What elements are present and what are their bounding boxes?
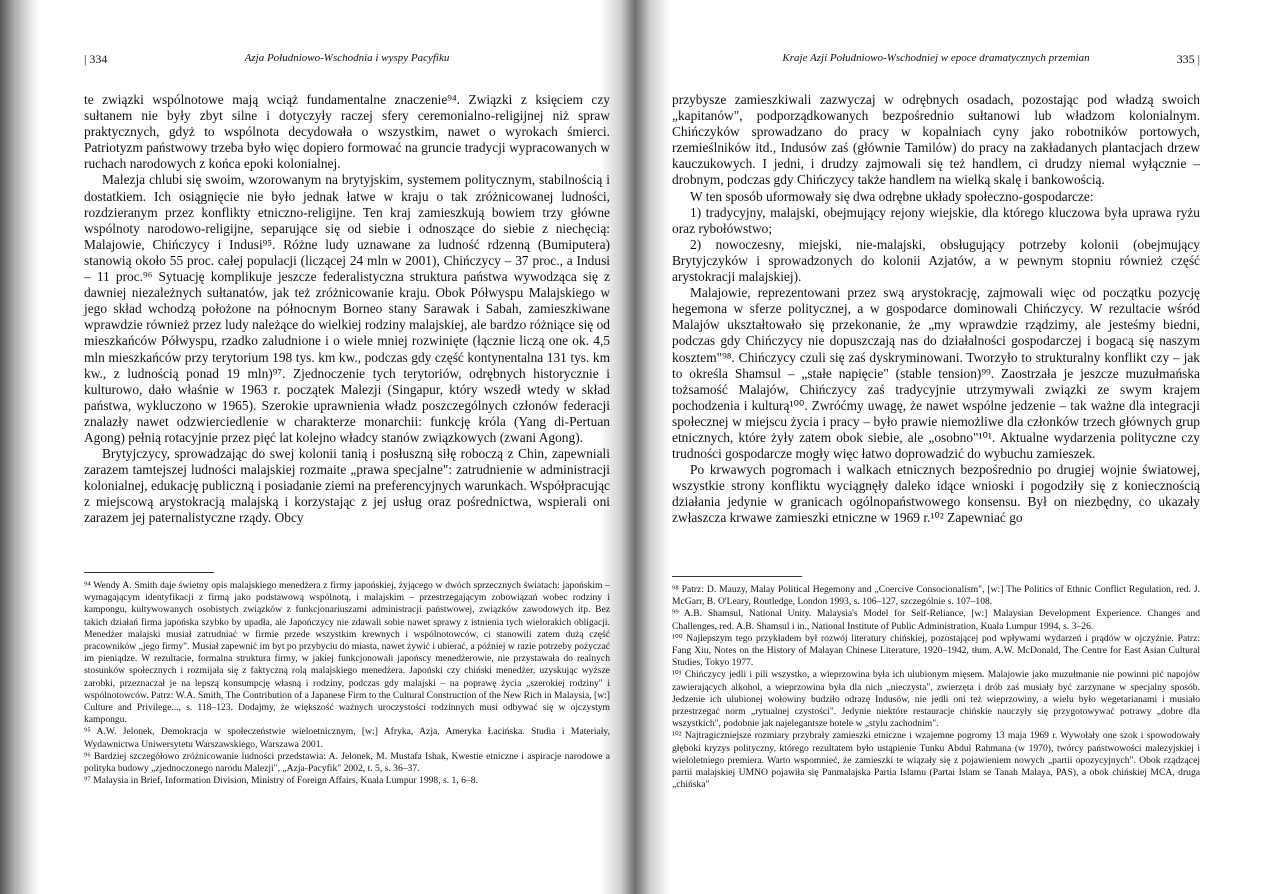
book-gutter-shadow <box>600 0 670 894</box>
book-spine-shadow <box>0 0 40 894</box>
left-paragraph: Brytyjczycy, sprowadzając do swej kolonii tanią i posłuszną siłę roboczą z Chin, zapewniali zarazem tamtejszej ludności malajskiej rozmaite „prawa specjalne": zatrudnienie w administracji kolonialnej, edukację publiczną i posiadanie ziemi na preferencyjnych warunkach. Współpracując z miejscową arystokracją malajską i korzystając z jej usług oraz pośrednictwa, wspierali oni zarazem jej paternalistyczne rządy. Obcy <box>84 446 610 526</box>
right-running-title: Kraje Azji Południowo-Wschodniej w epoce dramatycznych przemian <box>782 52 1090 64</box>
footnote: ⁹⁶ Bardziej szczegółowo zróżnicowanie ludności przedstawia: A. Jelonek, M. Mustafa Ishak, Kwestie etniczne i aspiracje narodowe a polityka budowy „zjednoczonego narodu Malezji", „Azja-Pacyfik" 2002, t. 5, s. 36–37. <box>84 750 610 775</box>
right-body-text <box>672 92 1200 527</box>
left-paragraph: Malezja chlubi się swoim, wzorowanym na brytyjskim, systemem politycznym, stabilnością i dostatkiem. Ich osiągnięcie nie było jednak łatwe w kraju o tak zróżnicowanej ludności, rozdzieranym przez konflikty etniczno-religijne. Ten kraj zamieszkują bowiem trzy główne wspólnoty narodowo-religijne, separujące się od siebie i odnoszące do siebie z niechęcią: Malajowie, Chińczycy i Indusi⁹⁵. Różne ludy uznawane za ludność rdzenną (Bumiputera) stanowią około 55 proc. całej populacji (liczącej 24 mln w 2001), Chińczycy – 37 proc., a Indusi – 11 proc.⁹⁶ Sytuację komplikuje jeszcze federalistyczna struktura państwa wywodząca się z dawniej niezależnych sułtanatów, jak też zróżnicowanie kraju. Obok Półwyspu Malajskiego w jego skład wchodzą położone na północnym Borneo stany Sarawak i Sabah, zamieszkiwane wprawdzie również przez ludy należące do wielkiej rodziny malajskiej, ale bardzo różniące się od mieszkańców Półwyspu, rzadko zaludnione i o wiele mniej rozwinięte (łącznie liczą one ok. 4,5 mln mieszkańców przy terytorium 198 tys. km kw., podczas gdy część kontynentalna 131 tys. km kw., z ludnością ponad 19 mln)⁹⁷. Zjednoczenie tych terytoriów, odrębnych historycznie i kulturowo, dało właśnie w 1963 r. początek Malezji (Singapur, który wszedł wtedy w skład państwa, wykluczono w 1965). Szerokie uprawnienia władz poszczególnych członów federacji znalazły nawet odzwierciedlenie w charakterze monarchii: funkcję króla (Yang di-Pertuan Agong) pełnią rotacyjnie przez pięć lat kolejno władcy stanów związkowych (zwani Agong). <box>84 172 610 445</box>
right-paragraph: przybysze zamieszkiwali zazwyczaj w odrębnych osadach, pozostając pod władzą swoich „kapitanów", podporządkowanych bezpośrednio sułtanowi lub władzom kolonialnym. Chińczyków sprowadzano do pracy w kopalniach cyny jako robotników portowych, rzemieślników itd., Indusów zaś (głównie Tamilów) do pracy na zakładanych plantacjach drzew kauczukowych. I jedni, i drudzy zajmowali się też handlem, ci drudzy niemal wyłącznie – drobnym, podczas gdy Chińczycy także handlem na wielką skalę i bankowością. <box>672 92 1200 188</box>
right-footnote-rule <box>672 576 802 577</box>
footnote: ¹⁰¹ Chińczycy jedli i pili wszystko, a wieprzowina była ich ulubionym mięsem. Malajowie jako muzułmanie nie powinni pić napojów zawierających alkohol, a wieprzowina była dla nich „nieczysta", zwierzęta i drób zaś musiały być zarzynane w specjalny sposób. Jedzenie ich ulubionej wołowiny budziło odrazę Indusów, nie jedli oni też wieprzowiny, a wielu było wegetarianami i musiało przestrzegać norm „rytualnej czystości". Jedynie niektóre restauracje chińskie nauczyły się przygotowywać potrawy „dobre dla wszystkich", podobnie jak najelegantsze hotele w „stylu zachodnim". <box>672 669 1200 730</box>
right-running-head <box>672 52 1200 68</box>
right-page <box>672 0 1200 894</box>
footnote: ⁹⁸ Patrz: D. Mauzy, Malay Political Hegemony and „Coercive Consocionalism", [w:] The Politics of Ethnic Conflict Regulation, red. J. McGarr, B. O'Leary, Routledge, London 1993, s. 106–127, szczególnie s. 107–108. <box>672 584 1200 608</box>
left-footnote-rule <box>84 572 214 573</box>
right-page-number: 335 | <box>1176 52 1200 66</box>
left-page <box>84 0 610 894</box>
left-paragraph: te związki wspólnotowe mają wciąż fundamentalne znaczenie⁹⁴. Związki z księciem czy sułtanem nie były zbyt silne i dotyczyły raczej sfery ceremonialno-religijnej niż spraw praktycznych, gdyż to wspólnota decydowała o wszystkim, nawet o wyrokach śmierci. Patriotyzm państwowy trzeba było więc dopiero formować na gruncie tradycji wypracowanych w ruchach narodowych z końca epoki kolonialnej. <box>84 92 610 172</box>
right-paragraph: Malajowie, reprezentowani przez swą arystokrację, zajmowali więc od początku pozycję hegemona w sferze politycznej, a w gospodarce dominowali Chińczycy. W rezultacie wśród Malajów ukształtowało się przekonanie, że „my wprawdzie rządzimy, ale jesteśmy biedni, podczas gdy Chińczycy nie dopuszczają nas do działalności gospodarczej i bogacą się naszym kosztem"⁹⁸. Chińczycy czuli się zaś dyskryminowani. Tworzyło to strukturalny konflikt czy – jak to określa Shamsul – „stałe napięcie" (stable tension)⁹⁹. Zaostrzała je jeszcze muzułmańska tożsamość Malajów, Chińczycy zaś tradycyjnie utrzymywali związki ze swym krajem pochodzenia i kulturą¹⁰⁰. Zwróćmy uwagę, że nawet wspólne jedzenie – tak ważne dla integracji społecznej w miejscu życia i pracy – było prawie niemożliwe dla członków trzech głównych grup etnicznych, które żyły zatem obok siebie, ale „osobno"¹⁰¹. Aktualne wydarzenia polityczne czy trudności gospodarcze mogły więc łatwo doprowadzić do wybuchu zamieszek. <box>672 285 1200 462</box>
footnote: ⁹⁹ A.B. Shamsul, National Unity. Malaysia's Model for Self-Reliance, [w:] Malaysian Development Experience. Changes and Challenges, red. A.B. Shamsul i in., National Institute of Public Administration, Kuala Lumpur 1994, s. 3–26. <box>672 608 1200 632</box>
right-footnotes <box>672 584 1200 791</box>
left-running-head <box>84 52 610 68</box>
footnote: ⁹⁵ A.W. Jelonek, Demokracja w społeczeństwie wieloetnicznym, [w:] Afryka, Azja, Ameryka Łacińska. Studia i Materiały, Wydawnictwa Uniwersytetu Warszawskiego, Warszawa 2001. <box>84 726 610 750</box>
left-footnotes <box>84 580 610 787</box>
left-running-title: Azja Południowo-Wschodnia i wyspy Pacyfiku <box>244 52 450 64</box>
right-paragraph: 2) nowoczesny, miejski, nie-malajski, obsługujący potrzeby kolonii (obejmujący Brytyjczyków i sprowadzonych do kolonii Azjatów, a w pewnym stopniu również część arystokracji malajskiej). <box>672 236 1200 285</box>
footnote: ⁹⁷ Malaysia in Brief, Information Division, Ministry of Foreign Affairs, Kuala Lumpur 1998, s. 1, 6–8. <box>84 775 478 787</box>
footnote: ¹⁰⁰ Najlepszym tego przykładem był rozwój literatury chińskiej, pozostającej pod wpływami wydarzeń i prądów w ojczyźnie. Patrz: Fang Xiu, Notes on the History of Malayan Chinese Literature, 1920–1942, tłum. A.W. McDonald, The Centre for East Asian Cultural Studies, Tokyo 1977. <box>672 632 1200 669</box>
right-paragraph: Po krwawych pogromach i walkach etnicznych bezpośrednio po drugiej wojnie światowej, wszystkie strony konfliktu wyciągnęły daleko idące wnioski i pogodziły się z koniecznością działania jedynie w granicach ogólnopaństwowego konsensu. Był on niezbędny, co ukazały zwłaszcza krwawe zamieszki etniczne w 1969 r.¹⁰² Zapewniać go <box>672 462 1200 526</box>
right-paragraph: 1) tradycyjny, malajski, obejmujący rejony wiejskie, dla którego kluczowa była uprawa ryżu oraz rybołówstwo; <box>672 204 1200 236</box>
left-page-number: | 334 <box>84 52 108 66</box>
footnote: ⁹⁴ Wendy A. Smith daje świetny opis malajskiego menedżera z firmy japońskiej, żyjącego w dwóch sprzecznych światach: japońskim – wymagającym identyfikacji z firmą jako podstawową wspólnotą, i malajskim – przestrzegającym zobowiązań wobec rodziny i kampongu, kultywowanych osobistych związków z funkcjonariuszami administracji państwowej, związków zawodowych itp. Bez takich działań firma japońska szybko by upadła, ale Japończycy nie zdawali sobie nawet sprawy z istnienia tych wielorakich obligacji. Menedżer malajski musiał zatrudniać w firmie przede wszystkim krewnych i wspólnotowców, ci stanowili zatem dużą część pracowników „jego firmy". Musiał zapewnić im byt po przybyciu do miasta, nawet żywić i ubierać, a później w razie potrzeby pożyczać im pieniądze. W rezultacie, formalna struktura firmy, w jakiej funkcjonowali japońscy menedżerowie, nie przystawała do realnych stosunków społecznych i rozmijała się z faktyczną rolą malajskiego menedżera. Japoński czy chiński menedżer, uzyskując wyższe zarobki, przeznaczał je na lepszą konsumpcję własną i rodziny, podczas gdy malajski – na poprawę życia „szerokiej rodziny" i wspólnotowców. Patrz: W.A. Smith, The Contribution of a Japanese Firm to the Cultural Construction of the New Rich in Malaysia, [w:] Culture and Privilege..., s. 118–123. Dodajmy, że większość ważnych uroczystości rodzinnych musi odbywać się w ojczystym kampongu. <box>84 580 610 726</box>
left-body-text <box>84 92 610 527</box>
footnote: ¹⁰² Najtragiczniejsze rozmiary przybrały zamieszki etniczne i wzajemne pogromy 13 maja 1969 r. Wywołały one szok i spowodowały głęboki kryzys polityczny, którego rezultatem było ustąpienie Tunku Abdul Rahmana (w 1970), twórcy państwowości malezyjskiej i wieloletniego premiera. Warto wspomnieć, że zamieszki te wiązały się z pojawieniem nowych „partii opozycyjnych". Obok rządzącej partii malajskiej UMNO pojawiła się Panmalajska Partia Islamu (Partai Islam se Tanah Malaya, PAS), a obok chińskiej MCA, druga „chińska" <box>672 730 1200 791</box>
right-paragraph: W ten sposób uformowały się dwa odrębne układy społeczno-gospodarcze: <box>690 188 1094 204</box>
